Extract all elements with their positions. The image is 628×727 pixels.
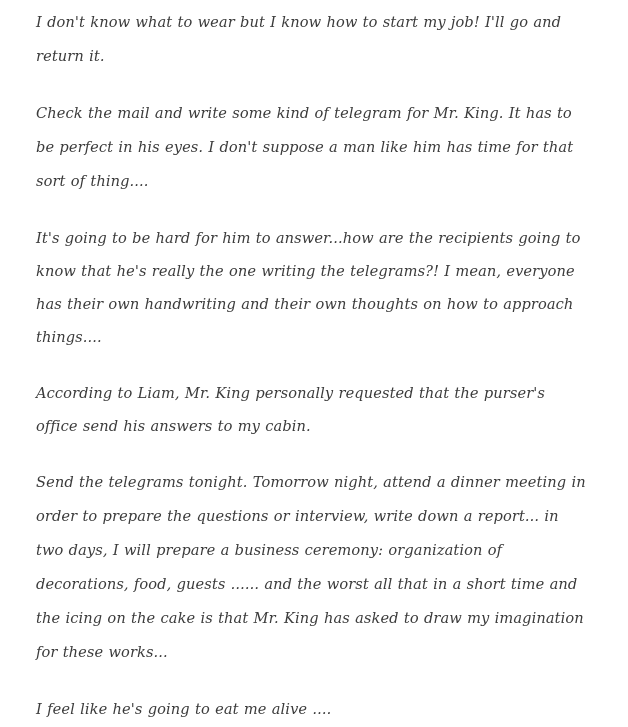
paragraph-1: I don't know what to wear but I know how to start my job! I'll go and return it. [36,14,562,65]
paragraph-2: Check the mail and write some kind of telegram for Mr. King. It has to be perfect in his eyes. I don't suppose a man like him has time for that sort of thing.... [36,105,574,190]
paragraph-3: It's going to be hard for him to answer...how are the recipients going to know that he's really the one writing the telegrams?! I mean, everyone has their own handwriting and their own thoughts on how to approach things.... [36,230,581,346]
paragraph-6: I feel like he's going to eat me alive .... [36,701,332,718]
paragraph-4: According to Liam, Mr. King personally requested that the purser's office send his answers to my cabin. [36,385,545,435]
paragraph-5: Send the telegrams tonight. Tomorrow night, attend a dinner meeting in order to prepare the questions or interview, write down a report... in two days, I will prepare a business ceremony: organization of decorations, food, guests ...... and the worst all that in a short time and the icing on the cake is that Mr. King has asked to draw my imagination for these works... [36,474,586,661]
